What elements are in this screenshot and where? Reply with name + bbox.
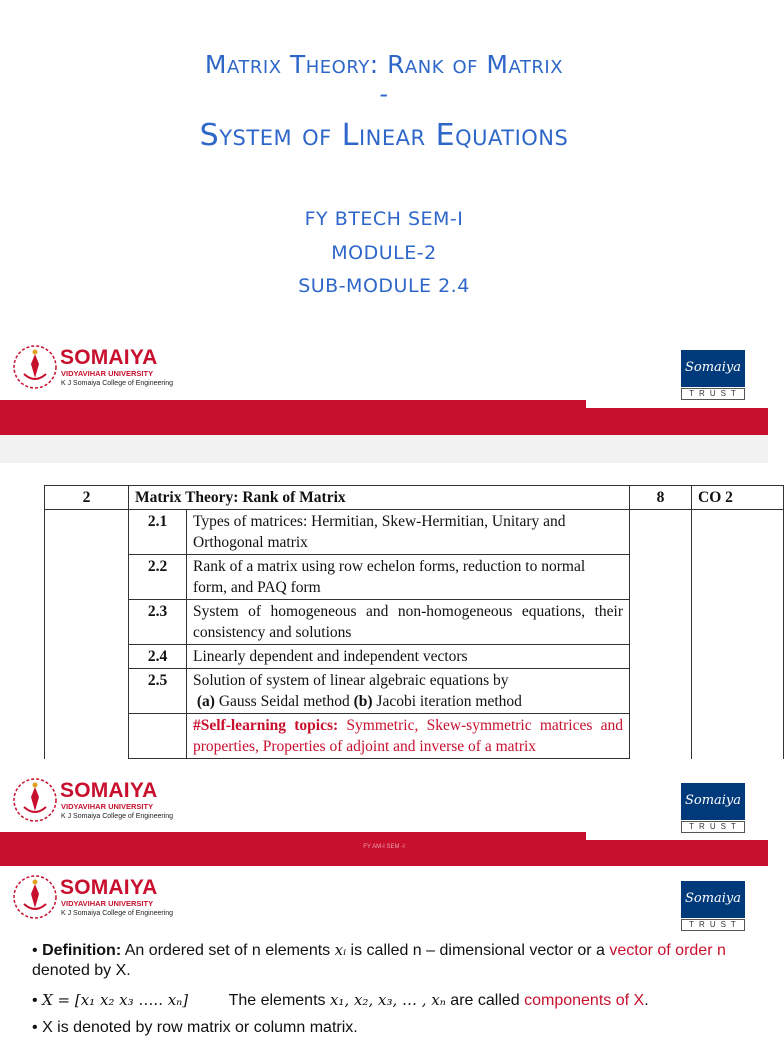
somaiya-logo: [12, 777, 212, 829]
trust-script: Somaiya: [681, 881, 745, 918]
components-bullet: • X = [x₁ x₂ x₃ ….. xₙ] The elements x₁, x₂, x₃, … , xₙ are called components of X.: [32, 991, 649, 1009]
red-stripe: [0, 832, 586, 840]
table-row: [45, 510, 784, 555]
somaiya-name: SOMAIYA: [60, 346, 158, 369]
topic-text: System of homogeneous and non-homogeneous equations, their consistency and solutions: [187, 600, 630, 645]
somaiya-college: K J Somaiya College of Engineering: [61, 910, 174, 917]
partial-bullet: • X is denoted by row matrix or column matrix.: [32, 1019, 358, 1036]
somaiya-university: VIDYAVIHAR UNIVERSITY: [61, 369, 154, 378]
partial-text: X is denoted by row matrix or column matrix.: [42, 1019, 358, 1036]
syllabus-footer: [0, 770, 768, 866]
def-variable: xᵢ: [334, 941, 347, 959]
somaiya-logo: [12, 874, 212, 926]
trust-script: Somaiya: [681, 350, 745, 387]
somaiya-college: K J Somaiya College of Engineering: [61, 380, 174, 387]
title-slide: [0, 0, 768, 435]
topic-number: 2.2: [129, 555, 187, 600]
table-row: [45, 714, 784, 759]
self-learning-label: #Self-learning topics:: [193, 717, 339, 734]
module-hours: 8: [630, 486, 692, 510]
module-co: CO 2: [692, 486, 784, 510]
topic-number: 2.4: [129, 645, 187, 669]
topic-text: Types of matrices: Hermitian, Skew-Hermitian, Unitary and Orthogonal matrix: [187, 510, 630, 555]
def-highlight: vector of order n: [609, 942, 726, 959]
subtitle-course: FY BTECH SEM-I: [304, 208, 464, 230]
title-dash: -: [379, 80, 389, 108]
topic-text: [187, 669, 630, 714]
self-learning-text: Symmetric, Skew-symmetric matrices and properties, Properties of adjoint and inverse of a matrix: [193, 717, 624, 755]
title-line-2: System of Linear Equations: [199, 118, 569, 153]
red-stripe: [0, 400, 586, 408]
title-line-1: Matrix Theory: Rank of Matrix: [204, 50, 564, 79]
topic-text: Linearly dependent and independent vectors: [187, 645, 630, 669]
definition-label: Definition:: [42, 942, 122, 959]
definition-bullet: • Definition: An ordered set of n elements xᵢ is called n – dimensional vector or a vector of order n denoted by X.: [32, 941, 726, 979]
somaiya-name: SOMAIYA: [60, 779, 158, 802]
somaiya-trust-logo: [681, 350, 745, 400]
somaiya-name: SOMAIYA: [60, 876, 158, 899]
option-a-text: Gauss Seidal method: [214, 693, 354, 710]
table-row: [45, 555, 784, 600]
syllabus-table: [44, 485, 784, 759]
trust-word: TRUST: [681, 388, 745, 400]
somaiya-emblem-icon: [12, 344, 58, 390]
somaiya-emblem-icon: [12, 777, 58, 823]
components-highlight: components of X: [524, 992, 645, 1009]
self-learning-topics: [187, 714, 630, 759]
definition-slide: [0, 866, 768, 1036]
topic-number: 2.5: [129, 669, 187, 714]
somaiya-trust-logo: [681, 783, 745, 833]
table-row: [45, 645, 784, 669]
topic-text: Rank of a matrix using row echelon forms, reduction to normal form, and PAQ form: [187, 555, 630, 600]
trust-script: Somaiya: [681, 783, 745, 820]
somaiya-emblem-icon: [12, 874, 58, 920]
topic-number: 2.3: [129, 600, 187, 645]
table-row: [45, 486, 784, 510]
syllabus-slide: [0, 463, 768, 770]
table-row: [45, 669, 784, 714]
somaiya-trust-logo: [681, 881, 745, 931]
vector-equation: X = [x₁ x₂ x₃ ….. xₙ]: [42, 991, 189, 1009]
trust-word: TRUST: [681, 821, 745, 833]
module-number: 2: [45, 486, 129, 510]
option-a-label: (a): [196, 693, 215, 710]
slide-gap: [0, 435, 768, 463]
trust-word: TRUST: [681, 919, 745, 931]
subtitle-submodule: SUB-MODULE 2.4: [298, 275, 470, 297]
component-vars: x₁, x₂, x₃, … , xₙ: [329, 991, 446, 1009]
subtitle-module: MODULE-2: [331, 242, 437, 264]
topic-text-line1: Solution of system of linear algebraic equations by: [193, 672, 509, 689]
module-title: Matrix Theory: Rank of Matrix: [129, 486, 630, 510]
somaiya-college: K J Somaiya College of Engineering: [61, 813, 174, 820]
option-b-text: Jacobi iteration method: [372, 693, 522, 710]
red-bar: [0, 408, 768, 435]
table-row: [45, 600, 784, 645]
somaiya-university: VIDYAVIHAR UNIVERSITY: [61, 899, 154, 908]
footer-text: FY AM-I SEM -I: [363, 844, 405, 850]
option-b-label: (b): [353, 693, 373, 710]
topic-number: 2.1: [129, 510, 187, 555]
somaiya-logo: [12, 344, 212, 396]
somaiya-university: VIDYAVIHAR UNIVERSITY: [61, 802, 154, 811]
